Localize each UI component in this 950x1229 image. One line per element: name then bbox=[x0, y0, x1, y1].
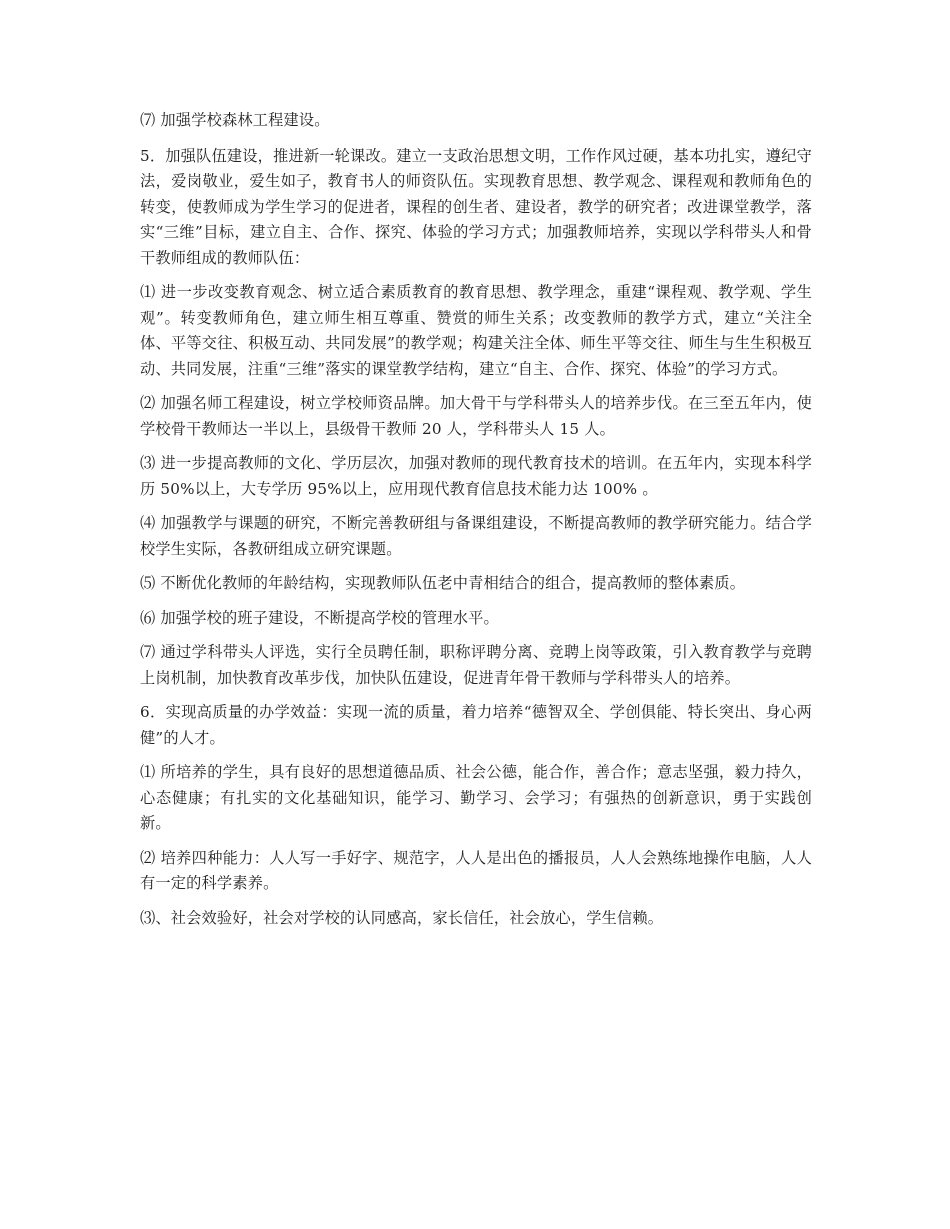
paragraph-school-efficiency: 6．实现高质量的办学效益：实现一流的质量，着力培养“德智双全、学创俱能、特长突出、身心两健”的人才。 bbox=[140, 703, 812, 747]
paragraph-four-abilities: ⑵ 培养四种能力：人人写一手好字、规范字，人人是出色的播报员，人人会熟练地操作电脑，人人有一定的科学素养。 bbox=[140, 848, 812, 892]
paragraph-education-concepts: ⑴ 进一步改变教育观念、树立适合素质教育的教育思想、教学理念，重建“课程观、教学观、学生观”。转变教师角色，建立师生相互尊重、赞赏的师生关系；改变教师的教学方式，建立“关注全体、平等交往、积极互动、共同发展”的教学观；构建关注全体、师生平等交往、师生与生生积极互动、共同发展，注重“三维”落实的课堂教学结构，建立“自主、合作、探究、体验”的学习方式。 bbox=[140, 283, 812, 378]
paragraph-teaching-research: ⑷ 加强教学与课题的研究，不断完善教研组与备课组建设，不断提高教师的教学研究能力。结合学校学生实际，各教研组成立研究课题。 bbox=[140, 514, 812, 558]
paragraph-appointment-system: ⑺ 通过学科带头人评选，实行全员聘任制，职称评聘分离、竞聘上岗等政策，引入教育教学与竞聘上岗机制，加快教育改革步伐，加快队伍建设，促进青年骨干教师与学科带头人的培养。 bbox=[140, 643, 812, 687]
document-page bbox=[140, 108, 812, 940]
paragraph-age-structure: ⑸ 不断优化教师的年龄结构，实现教师队伍老中青相结合的组合，提高教师的整体素质。 bbox=[140, 574, 746, 592]
paragraph-social-recognition: ⑶、社会效验好，社会对学校的认同感高，家长信任，社会放心，学生信赖。 bbox=[140, 908, 664, 927]
paragraph-forest-project: ⑺ 加强学校森林工程建设。 bbox=[140, 111, 330, 129]
paragraph-student-qualities: ⑴ 所培养的学生，具有良好的思想道德品质、社会公德，能合作，善合作；意志坚强，毅力持久，心态健康；有扎实的文化基础知识，能学习、勤学习、会学习；有强热的创新意识，勇于实践创新。 bbox=[140, 763, 812, 832]
paragraph-leadership: ⑹ 加强学校的班子建设，不断提高学校的管理水平。 bbox=[140, 608, 499, 627]
paragraph-famous-teachers: ⑵ 加强名师工程建设，树立学校师资品牌。加大骨干与学科带头人的培养步伐。在三至五年内，使学校骨干教师达一半以上，县级骨干教师 20 人，学科带头人 15 人。 bbox=[140, 394, 812, 438]
paragraph-qualifications: ⑶ 进一步提高教师的文化、学历层次，加强对教师的现代教育技术的培训。在五年内，实现本科学历 50%以上，大专学历 95%以上，应用现代教育信息技术能力达 100% 。 bbox=[140, 454, 812, 498]
paragraph-team-building: 5．加强队伍建设，推进新一轮课改。建立一支政治思想文明，工作作风过硬，基本功扎实，遵纪守法，爱岗敬业，爱生如子，教育书人的师资队伍。实现教育思想、教学观念、课程观和教师角色的转变，使教师成为学生学习的促进者，课程的创生者、建设者，教学的研究者；改进课堂教学，落实“三维”目标，建立自主、合作、探究、体验的学习方式；加强教师培养，实现以学科带头人和骨干教师组成的教师队伍： bbox=[140, 146, 812, 267]
